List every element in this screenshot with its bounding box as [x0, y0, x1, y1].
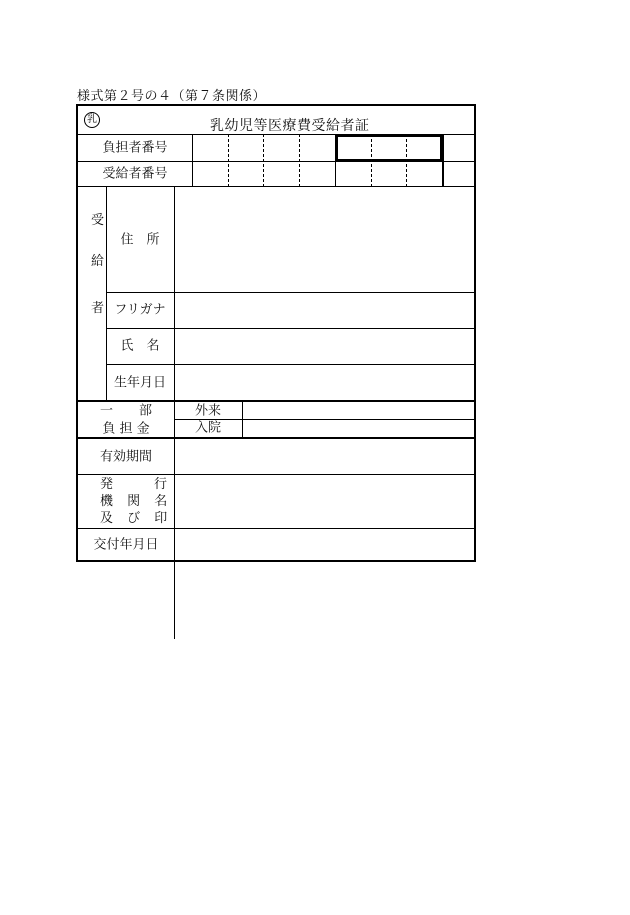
issuer-label — [100, 476, 172, 527]
payer-row-divider — [78, 161, 476, 162]
copay-label: 一 部 — [99, 403, 153, 419]
number-label-divider — [192, 134, 193, 187]
recipient-certificate — [76, 104, 476, 562]
furigana-label: フリガナ — [114, 302, 166, 318]
address-divider — [106, 292, 476, 293]
payer-number-label: 負担者番号 — [102, 140, 168, 156]
birthdate-label: 生年月日 — [113, 375, 167, 391]
valid-period-divider — [78, 474, 476, 475]
digit-divider — [263, 134, 264, 187]
digit-divider — [228, 134, 229, 187]
address-label: 住 所 — [120, 232, 160, 248]
recipient-group-label: 者 — [91, 301, 105, 316]
recipient-group-label: 受 — [91, 213, 105, 228]
number-rows-divider — [78, 186, 476, 187]
issue-date-label: 交付年月日 — [93, 537, 159, 553]
issuer-label-line: 及 び 印 — [100, 511, 173, 526]
name-label: 氏 名 — [120, 338, 160, 354]
payer-check-digit-box — [336, 135, 442, 161]
furigana-divider — [106, 328, 476, 329]
recipient-label-divider — [174, 186, 175, 401]
recipient-number-label: 受給者番号 — [102, 166, 168, 182]
copay-row-divider — [174, 419, 476, 420]
valid-period-label: 有効期間 — [99, 449, 153, 465]
copay-type-divider — [242, 402, 243, 438]
issuer-divider — [78, 528, 476, 529]
recipient-section-divider — [78, 400, 476, 402]
recipient-group-label: 給 — [91, 254, 105, 269]
issuer-label-line: 発 行 — [100, 477, 173, 492]
issuer-label-line: 機 関 名 — [100, 494, 173, 509]
certificate-title: 乳幼児等医療費受給者証 — [210, 118, 370, 134]
outpatient-label: 外来 — [194, 403, 222, 419]
digit-divider — [299, 134, 300, 187]
copay-section-divider — [78, 437, 476, 439]
inpatient-label: 入院 — [194, 420, 222, 436]
copay-label: 負 担 金 — [102, 421, 150, 437]
name-divider — [106, 364, 476, 365]
seal-icon: 乳 — [84, 112, 100, 128]
recipient-group-divider — [106, 186, 107, 401]
digit-divider — [443, 134, 444, 187]
form-caption: 様式第２号の４（第７条関係） — [77, 89, 267, 104]
